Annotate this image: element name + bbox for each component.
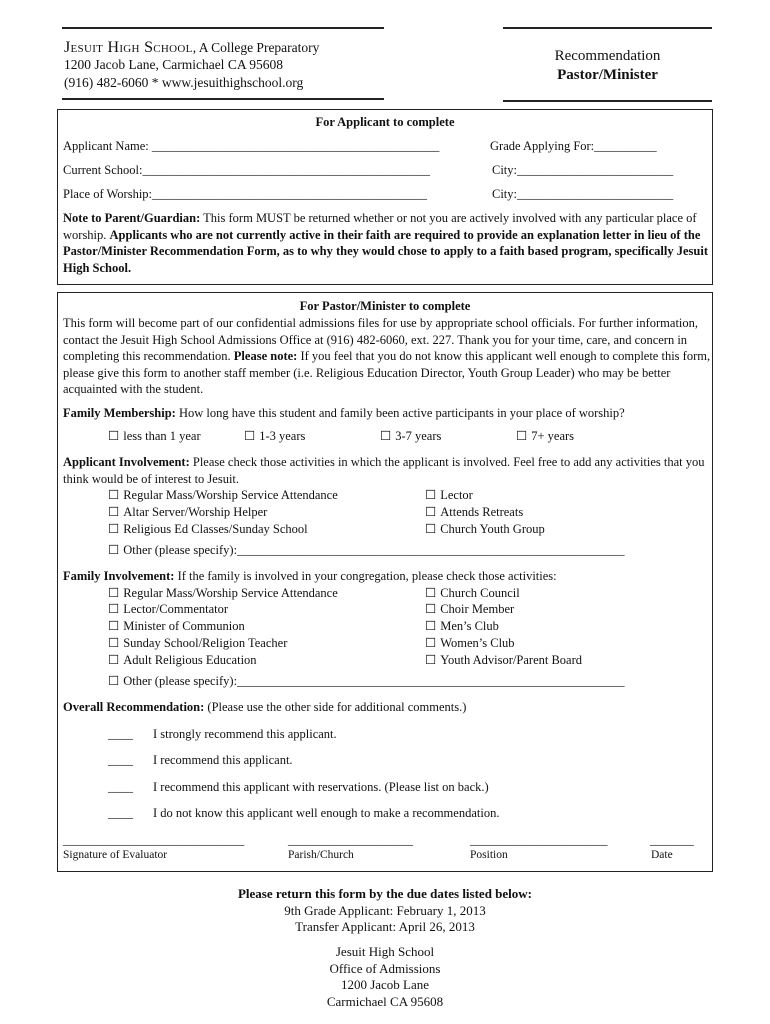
family-activity[interactable]	[425, 652, 582, 668]
applicant-activity[interactable]	[425, 504, 523, 520]
checkbox-icon[interactable]: ☐	[108, 636, 120, 650]
return-instructions	[0, 886, 770, 936]
applicant-activity-label: Religious Ed Classes/Sunday School	[123, 522, 308, 536]
applicant-activity-label: Church Youth Group	[440, 522, 545, 536]
family-activity-label: Sunday School/Religion Teacher	[123, 636, 288, 650]
form-title-line-1: Recommendation	[554, 48, 661, 64]
applicant-activity[interactable]	[108, 521, 308, 537]
mailing-address-line-3: 1200 Jacob Lane	[340, 977, 430, 992]
checkbox-icon[interactable]: ☐	[108, 619, 120, 633]
membership-option-label: 1-3 years	[259, 429, 306, 443]
recommendation-option: I recommend this applicant.	[153, 753, 293, 767]
school-name: Jesuit High School	[64, 39, 193, 56]
family-activity[interactable]	[425, 601, 514, 617]
form-title	[503, 47, 712, 85]
parent-note-lead: Note to Parent/Guardian:	[63, 211, 201, 225]
parent-note	[63, 210, 708, 276]
family-activity-label: Men’s Club	[440, 619, 499, 633]
return-heading: Please return this form by the due dates listed below:	[237, 886, 533, 901]
pastor-intro	[63, 315, 711, 398]
checkbox-icon[interactable]: ☐	[425, 505, 437, 519]
pastor-section-heading: For Pastor/Minister to complete	[299, 299, 471, 313]
checkbox-icon[interactable]: ☐	[108, 674, 120, 688]
applicant-activity-label: Regular Mass/Worship Service Attendance	[123, 488, 338, 502]
header-rule-left-top	[62, 27, 384, 29]
mailing-address-line-1: Jesuit High School	[335, 944, 435, 959]
grade-applying-field[interactable]: Grade Applying For:__________	[490, 139, 657, 153]
parent-note-bold: Applicants who are not currently active in their faith are required to provide an explanation letter in lieu of the Pastor/Minister Recommendation Form, as to why they would chose to apply to a faith based program, specifically Jesuit High School.	[63, 227, 708, 275]
school-tagline: , A College Preparatory	[192, 40, 320, 55]
family-activity-label: Lector/Commentator	[123, 602, 229, 616]
checkbox-icon[interactable]: ☐	[380, 429, 392, 443]
family-activity[interactable]	[108, 585, 338, 601]
header-rule-right-top	[503, 27, 712, 29]
membership-option[interactable]	[108, 428, 201, 444]
family-involvement-question	[63, 569, 557, 584]
pastor-intro-text-2: If you feel that you do not know this applicant well enough to complete this form, please give this form to another staff member (i.e. Religious Education Director, Youth Group Leader) who may be better acquainted with the student.	[63, 349, 711, 396]
family-activity-label: Adult Religious Education	[123, 653, 257, 667]
checkbox-icon[interactable]: ☐	[108, 505, 120, 519]
family-activity[interactable]	[108, 618, 245, 634]
applicant-involvement-label: Applicant Involvement:	[63, 455, 190, 469]
membership-option[interactable]	[380, 428, 441, 444]
applicant-activity[interactable]	[425, 521, 545, 537]
header-rule-right-bottom	[503, 100, 712, 102]
date-label: Date	[651, 849, 673, 861]
membership-option[interactable]	[516, 428, 574, 444]
position-field[interactable]: ______________________	[470, 833, 608, 847]
applicant-activity-label: Attends Retreats	[440, 505, 524, 519]
form-title-line-2: Pastor/Minister	[557, 67, 658, 83]
family-membership-text: How long have this student and family been active participants in your place of worship?	[178, 406, 625, 420]
family-activity[interactable]	[108, 601, 228, 617]
family-activity-label: Church Council	[440, 586, 520, 600]
checkbox-icon[interactable]: ☐	[108, 653, 120, 667]
recommendation-blank[interactable]: ____	[108, 806, 133, 820]
place-of-worship-field[interactable]: Place of Worship:____________________________________________	[63, 187, 428, 201]
checkbox-icon[interactable]: ☐	[108, 522, 120, 536]
applicant-other-label: Other (please specify):______________________________________________________________	[123, 543, 625, 557]
pastor-intro-text: This form will become part of our confidential admissions files for use by appropriate school officials. For further information, contact the Jesuit High School Admissions Office at (916) 482-6060, ext. 227. Thank you for your time, care, and concern in completing this recommendation.	[63, 316, 699, 363]
parish-field[interactable]: ____________________	[288, 833, 413, 847]
applicant-activity[interactable]	[108, 504, 267, 520]
recommendation-option: I do not know this applicant well enough to make a recommendation.	[153, 806, 500, 820]
checkbox-icon[interactable]: ☐	[516, 429, 528, 443]
recommendation-blank[interactable]: ____	[108, 780, 133, 794]
school-name-line	[64, 39, 319, 57]
checkbox-icon[interactable]: ☐	[108, 543, 120, 557]
membership-option-label: less than 1 year	[123, 429, 201, 443]
family-involvement-label: Family Involvement:	[63, 569, 175, 583]
family-other-label: Other (please specify):______________________________________________________________	[123, 674, 625, 688]
school-phone-web: (916) 482-6060 * www.jesuithighschool.org	[64, 75, 304, 90]
checkbox-icon[interactable]: ☐	[425, 488, 437, 502]
checkbox-icon[interactable]: ☐	[425, 586, 437, 600]
school-address: 1200 Jacob Lane, Carmichael CA 95608	[64, 57, 283, 72]
checkbox-icon[interactable]: ☐	[425, 522, 437, 536]
mailing-address	[0, 944, 770, 1010]
checkbox-icon[interactable]: ☐	[108, 488, 120, 502]
applicant-section-heading: For Applicant to complete	[315, 115, 455, 129]
membership-option-label: 7+ years	[531, 429, 575, 443]
family-activity-label: Choir Member	[440, 602, 515, 616]
family-activity[interactable]	[425, 635, 515, 651]
recommendation-option: I recommend this applicant with reservations. (Please list on back.)	[153, 780, 489, 794]
family-activity[interactable]	[108, 652, 257, 668]
header-rule-left-bottom	[62, 98, 384, 100]
applicant-activity[interactable]	[425, 487, 473, 503]
please-note-label: Please note:	[233, 349, 298, 363]
applicant-name-field[interactable]: Applicant Name: ______________________________________________	[63, 139, 440, 153]
family-activity[interactable]	[425, 618, 499, 634]
applicant-activity[interactable]	[108, 487, 338, 503]
applicant-involvement-question	[63, 454, 711, 487]
family-membership-question	[63, 406, 625, 421]
recommendation-blank[interactable]: ____	[108, 727, 133, 741]
membership-option[interactable]	[244, 428, 305, 444]
signature-field[interactable]: _____________________________	[63, 833, 245, 847]
checkbox-icon[interactable]: ☐	[108, 602, 120, 616]
applicant-activity-label: Altar Server/Worship Helper	[123, 505, 268, 519]
school-city-field[interactable]: City:_________________________	[492, 163, 674, 177]
applicant-involvement-text: Please check those activities in which the applicant is involved. Feel free to add any activities that you think would be of interest to Jesuit.	[63, 455, 705, 486]
membership-option-label: 3-7 years	[395, 429, 442, 443]
date-field[interactable]: _______	[650, 833, 694, 847]
checkbox-icon[interactable]: ☐	[425, 619, 437, 633]
family-membership-label: Family Membership:	[63, 406, 176, 420]
overall-recommendation-text: (Please use the other side for additional comments.)	[207, 700, 467, 714]
parish-label: Parish/Church	[288, 849, 354, 861]
checkbox-icon[interactable]: ☐	[425, 602, 437, 616]
recommendation-option: I strongly recommend this applicant.	[153, 727, 337, 741]
due-date-freshman: 9th Grade Applicant: February 1, 2013	[284, 902, 486, 918]
family-activity-label: Youth Advisor/Parent Board	[440, 653, 583, 667]
checkbox-icon[interactable]: ☐	[425, 636, 437, 650]
family-activity[interactable]	[108, 635, 287, 651]
parent-note-text: This form MUST be returned whether or not you are actively involved with any particular place of worship.	[63, 211, 697, 242]
checkbox-icon[interactable]: ☐	[244, 429, 256, 443]
family-involvement-text: If the family is involved in your congregation, please check those activities:	[177, 569, 557, 583]
family-activity[interactable]	[425, 585, 520, 601]
checkbox-icon[interactable]: ☐	[108, 586, 120, 600]
mailing-address-line-4: Carmichael CA 95608	[326, 993, 444, 1009]
applicant-other-field[interactable]	[108, 542, 625, 558]
applicant-activity-label: Lector	[440, 488, 473, 502]
overall-recommendation-question	[63, 700, 466, 715]
overall-recommendation-label: Overall Recommendation:	[63, 700, 205, 714]
checkbox-icon[interactable]: ☐	[425, 653, 437, 667]
family-activity-label: Women’s Club	[440, 636, 515, 650]
family-activity-label: Minister of Communion	[123, 619, 245, 633]
family-activity-label: Regular Mass/Worship Service Attendance	[123, 586, 338, 600]
current-school-field[interactable]: Current School:______________________________________________	[63, 163, 431, 177]
recommendation-blank[interactable]: ____	[108, 753, 133, 767]
mailing-address-line-2: Office of Admissions	[329, 960, 441, 976]
position-label: Position	[470, 849, 508, 861]
checkbox-icon[interactable]: ☐	[108, 429, 120, 443]
signature-label: Signature of Evaluator	[63, 849, 168, 861]
due-date-transfer: Transfer Applicant: April 26, 2013	[295, 919, 475, 934]
family-other-field[interactable]	[108, 673, 625, 689]
worship-city-field[interactable]: City:_________________________	[492, 187, 674, 201]
